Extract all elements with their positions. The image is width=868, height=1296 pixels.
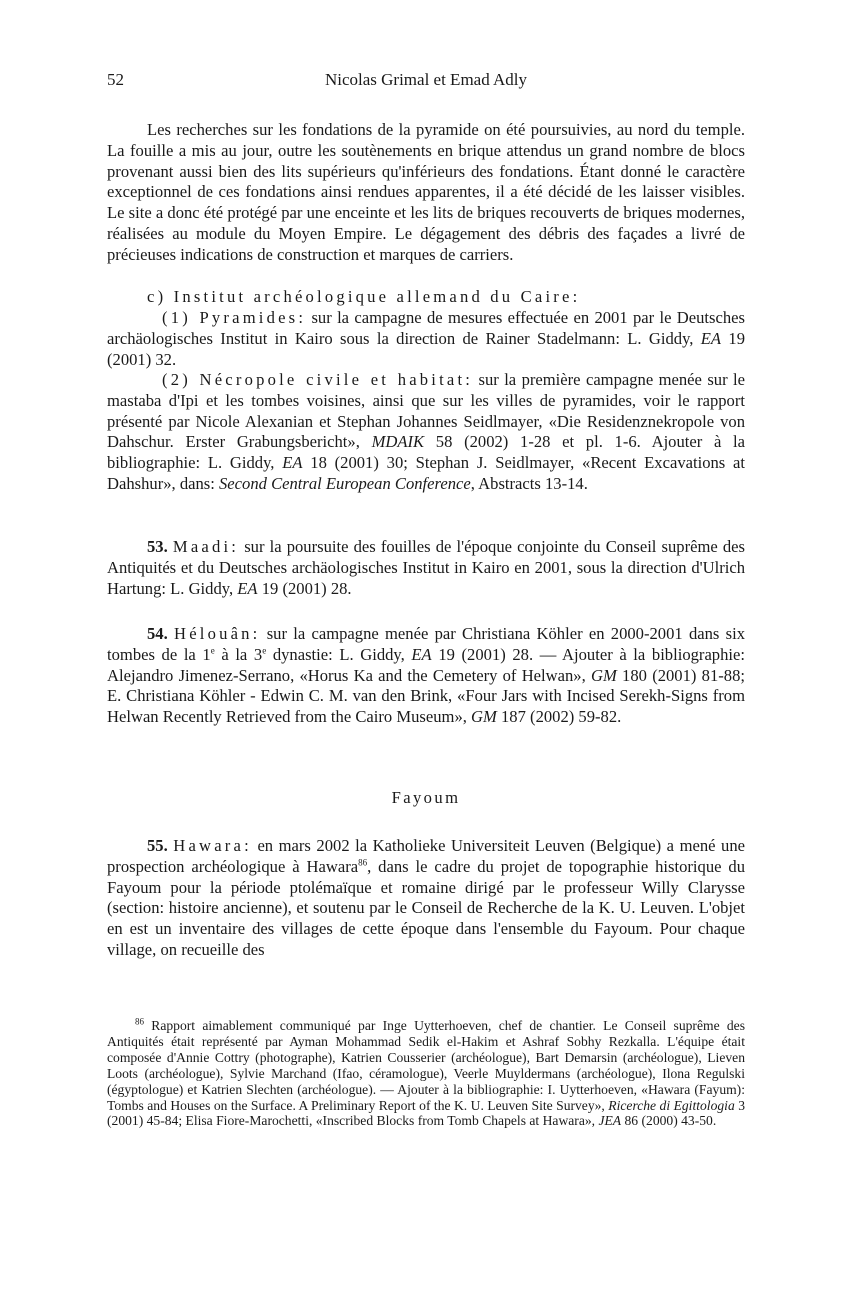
- c2-text4: , Abstracts 13-14.: [470, 473, 588, 493]
- superscript: e: [262, 645, 267, 656]
- paragraph-c-heading: [107, 287, 745, 308]
- superscript: e: [210, 645, 215, 656]
- paragraph-54: [107, 624, 745, 728]
- c2-journal-mdaik: MDAIK: [371, 432, 425, 452]
- entry-53-tail: 19 (2001) 28.: [257, 578, 352, 598]
- page-number: 52: [107, 70, 124, 89]
- page-header: [107, 70, 745, 94]
- entry-number-54: 54.: [147, 624, 168, 643]
- entry-54-text6: 187 (2002) 59-82.: [496, 707, 622, 727]
- c2-text2: 58 (2002) 1-28 et pl. 1-6. Ajouter à la bibliographie: L. Giddy,: [107, 432, 746, 473]
- c2-journal-ea: EA: [282, 453, 303, 473]
- paragraph-55: [107, 836, 745, 961]
- c1-text: sur la campagne de mesures effectuée en 2001 par le Deutsches archäologisches Institut in Kairo sous la direction de Rainer Stadelmann: L. Giddy,: [107, 308, 745, 348]
- entry-number-53: 53.: [147, 537, 168, 556]
- entry-53-text: sur la poursuite des fouilles de l'époque conjointe du Conseil suprême des Antiquités et du Deutsches archäologisches Institut in Kairo en 2001, sous la direction d'Ulrich Hartung: L. Giddy,: [107, 537, 745, 598]
- entry-54-journal-ea: EA: [411, 644, 432, 664]
- paragraph-c2: [107, 370, 745, 495]
- c1-label: (1) Pyramides:: [162, 308, 307, 327]
- entry-54-text5: 180 (2001) 81-88; E. Christiana Köhler - Edwin C. M. van den Brink, «Four Jars with Incised Serekh-Signs from Helwan Recently Retrieved from the Cairo Museum»,: [107, 665, 745, 727]
- footnote-text2: 3 (2001) 45-84; Elisa Fiore-Marochetti, «Inscribed Blocks from Tomb Chapels at Hawara»,: [107, 1097, 745, 1129]
- entry-54-text1: sur la campagne menée par Christiana Köhler en 2000-2001 dans six tombes de la 1: [107, 624, 745, 664]
- section-c-label: c) Institut archéologique allemand du Caire:: [147, 287, 581, 306]
- section-heading-fayoum: Fayoum: [391, 788, 461, 807]
- footnote-text3: 86 (2000) 43-50.: [621, 1113, 717, 1129]
- entry-54-text4: 19 (2001) 28. — Ajouter à la bibliographie: Alejandro Jimenez-Serrano, «Horus Ka and the Cemetery of Helwan»,: [107, 644, 745, 685]
- entry-54-journal-gm-2: GM: [471, 707, 497, 727]
- c1-tail: 19 (2001) 32.: [107, 328, 746, 369]
- entry-54-label: Hélouân:: [174, 624, 261, 643]
- entry-53-label: Maadi:: [172, 537, 240, 556]
- footnote-86: [107, 1018, 745, 1129]
- c2-label: (2) Nécropole civile et habitat:: [162, 370, 474, 389]
- c2-text3: 18 (2001) 30; Stephan J. Seidlmayer, «Recent Excavations at Dahshur», dans:: [107, 453, 746, 493]
- footnote-text1: Rapport aimablement communiqué par Inge Uytterhoeven, chef de chantier. Le Conseil suprême des Antiquités était représenté par Ayman Mohammad Sedik el-Hakim et Ashraf Sobhy Rezkalla. L'équipe était composée d'Annie Cottry (photographe), Katrien Cousserier (archéologue), Bart Demarsin (archéologue), Lieven Loots (archéologue), Sylvie Marchand (Ifao, céramologue), Veerle Muyldermans (archéologue), Ilona Regulski (égyptologue) et Katrien Slechten (archéologue). — Ajouter à la bibliographie: I. Uytterhoeven, «Hawara (Fayum): Tombs and Houses on the Surface. A Preliminary Report of the K. U. Leuven Site Survey»,: [107, 1018, 745, 1113]
- paragraph-intro: Les recherches sur les fondations de la pyramide on été poursuivies, au nord du temple. La fouille a mis au jour, outre les soutènements en brique attendus un grand nombre de blocs provenant aussi bien des lits supérieurs qu'inférieurs des fondations. Étant donné le caractère exceptionnel de ces fondations ainsi rendues apparentes, il a été décidé de les laisser visibles. Le site a donc été protégé par une enceinte et les lits de briques recouverts de briques modernes, réalisées au module du Moyen Empire. Le dégagement des débris des façades a livré de précieuses indications de construction et marques de carriers.: [107, 120, 745, 264]
- entry-55-label: Hawara:: [173, 836, 252, 855]
- entry-54-text2: à la 3: [214, 644, 263, 664]
- entry-55-text1: en mars 2002 la Katholieke Universiteit Leuven (Belgique) a mené une prospection archéologique à Hawara: [107, 836, 745, 876]
- footnote-journal-2: JEA: [598, 1113, 622, 1129]
- paragraph-c1: [107, 308, 745, 370]
- footnote-ref[interactable]: 86: [358, 857, 368, 868]
- footnote-journal-1: Ricerche di Egittologia: [608, 1097, 735, 1113]
- footnote-number: 86: [135, 1016, 144, 1027]
- entry-54-text3: dynastie: L. Giddy,: [266, 644, 412, 664]
- running-title: Nicolas Grimal et Emad Adly: [324, 70, 528, 89]
- entry-53-journal: EA: [237, 578, 258, 598]
- entry-number-55: 55.: [147, 836, 168, 855]
- entry-55-text2: , dans le cadre du projet de topographie historique du Fayoum pour la période ptolémaïque et romaine dirigé par le professeur Willy Clarysse (section: histoire ancienne), et soutenu par le Conseil de Recherche de la K. U. Leuven. L'objet en est un inventaire des villages de cette époque dans l'ensemble du Fayoum. Pour chaque village, on recueille des: [107, 856, 745, 959]
- entry-54-journal-gm: GM: [591, 665, 617, 685]
- c2-conference: Second Central European Conference: [219, 473, 471, 493]
- c2-text1: sur la première campagne menée sur le mastaba d'Ipi et les tombes voisines, ainsi que sur les villes de pyramides, voir le rapport présenté par Nicole Alexanian et Stephan Johannes Seidlmayer, «Die Residenznekropole von Dahschur. Erster Grabungsbericht»,: [107, 370, 745, 452]
- c1-journal: EA: [700, 328, 722, 348]
- paragraph-53: [107, 537, 745, 599]
